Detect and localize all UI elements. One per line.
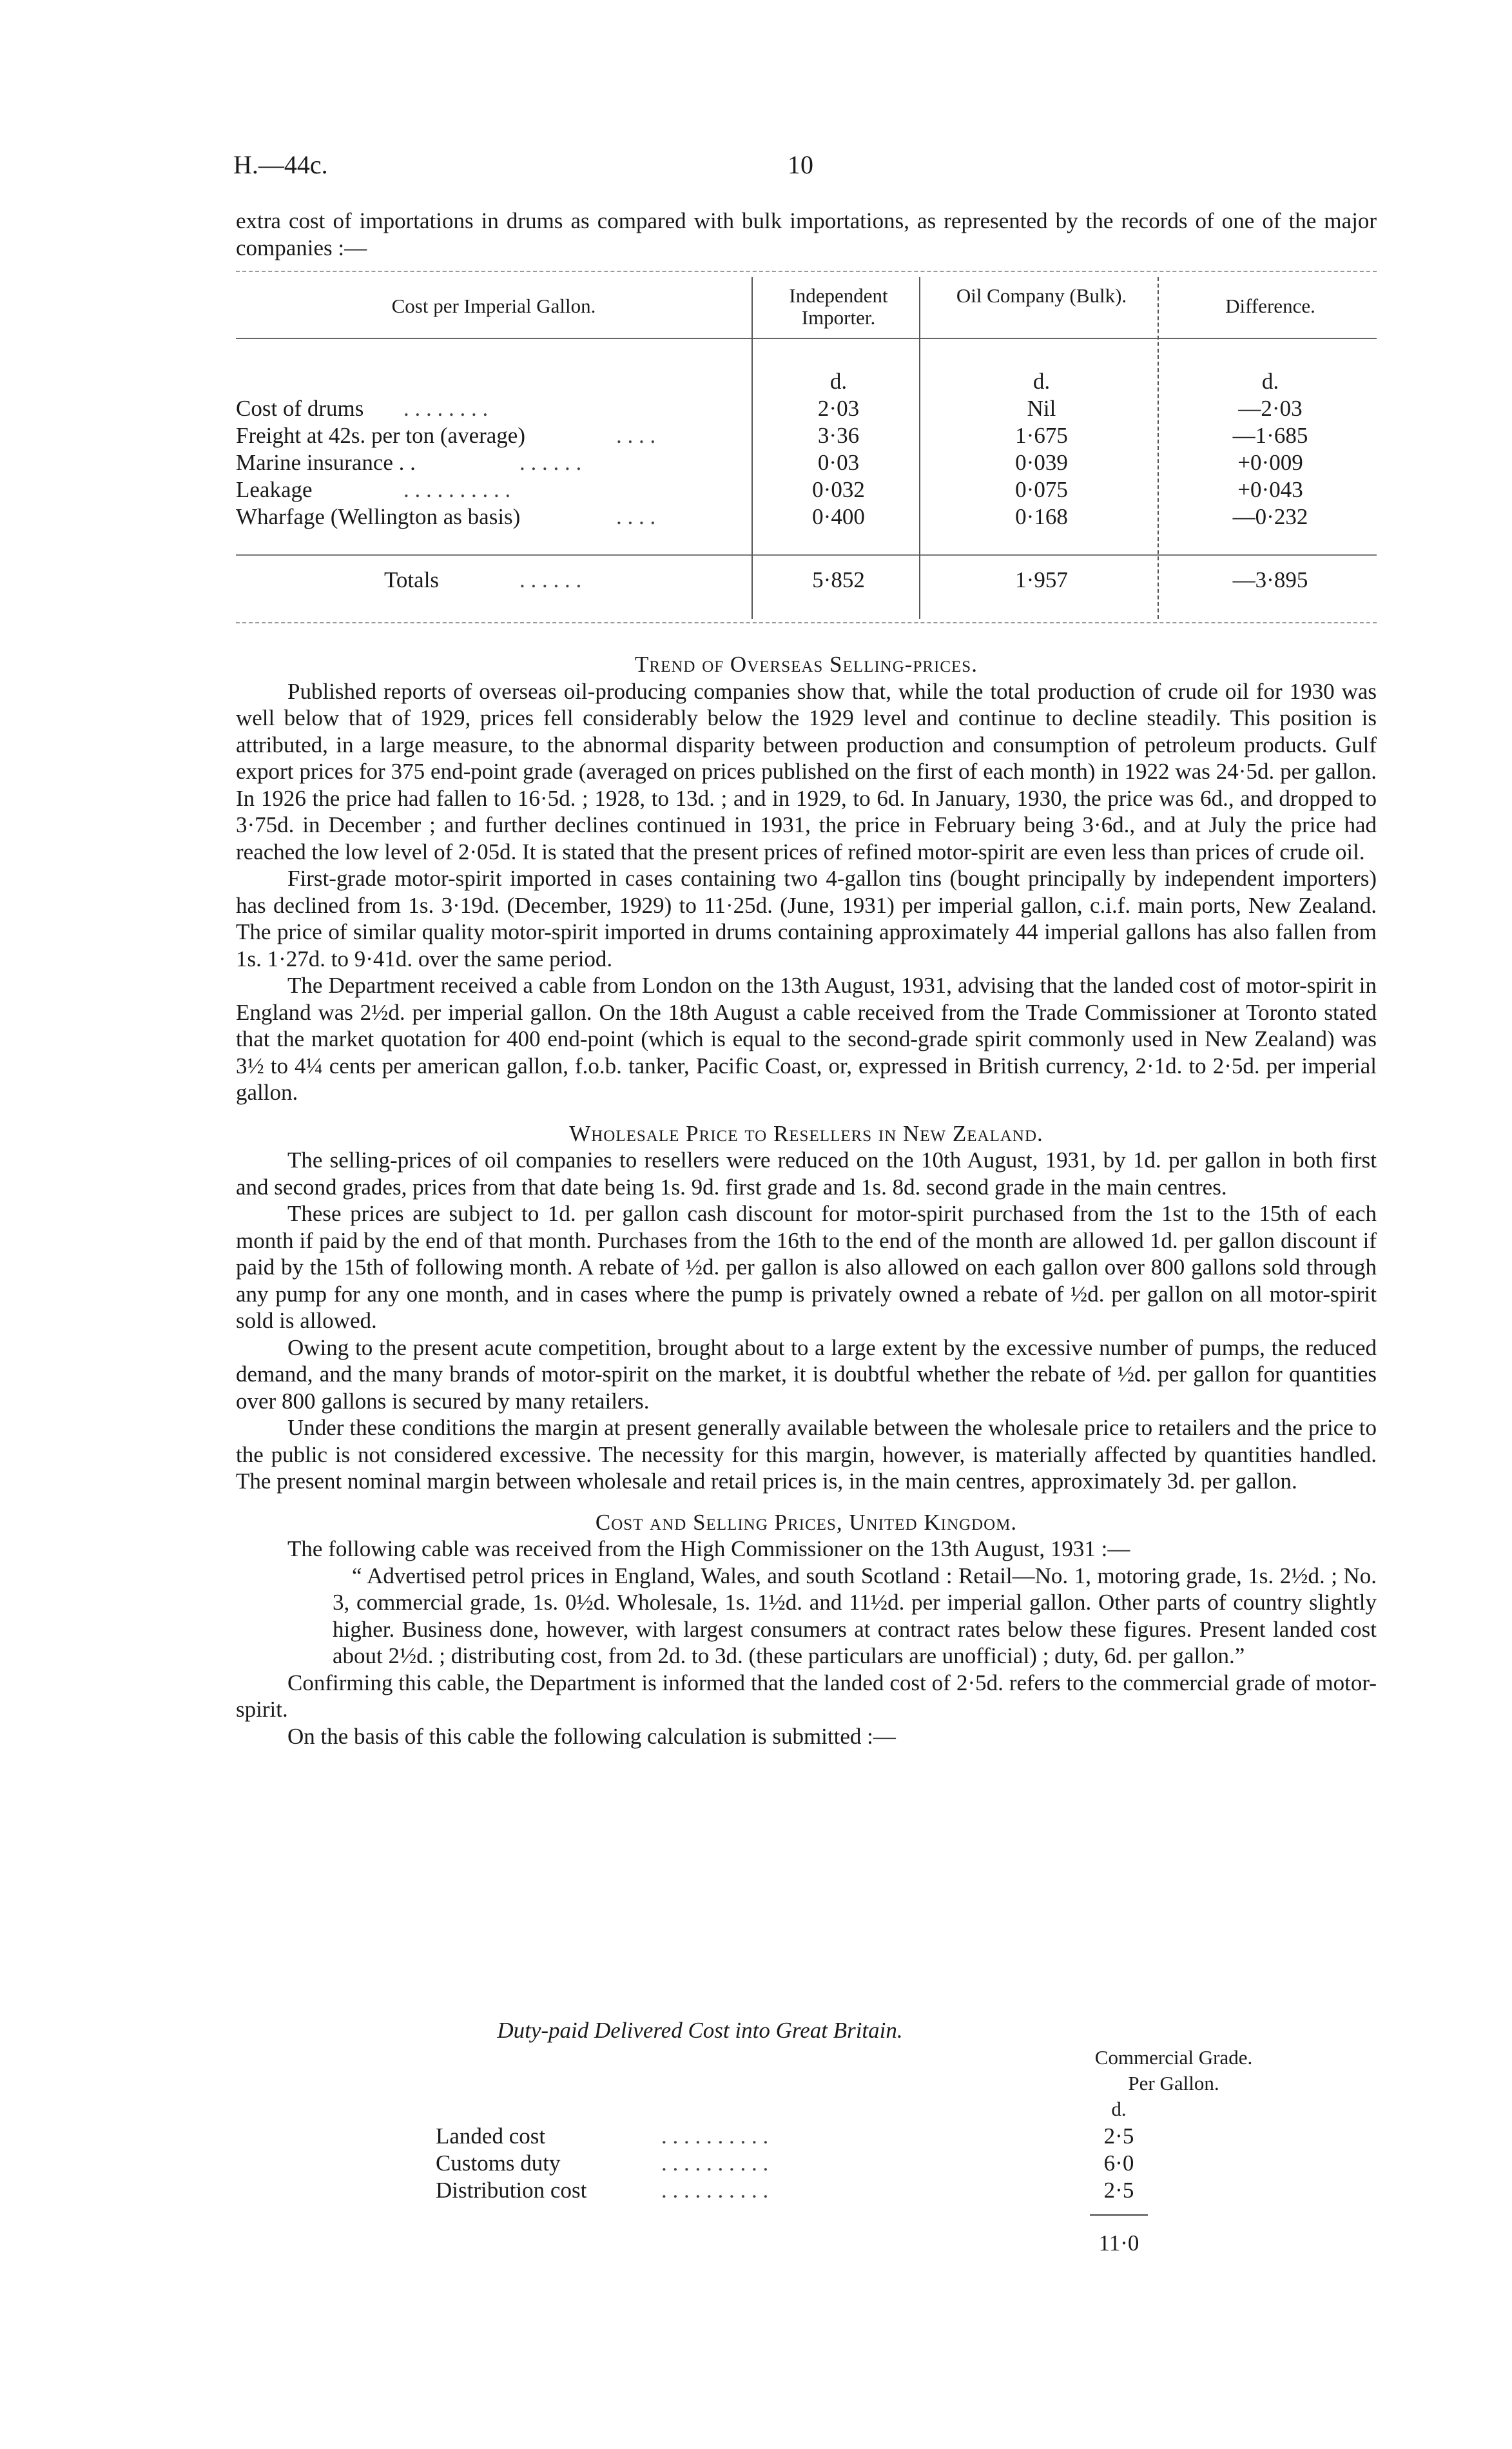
calc-sum-rule [1090,2214,1148,2216]
totals-leaders: . . . . . . [519,567,582,592]
page-header [233,150,1377,188]
paragraph: The Department received a cable from London on the 13th August, 1931, advising that the landed cost of motor-spirit in England was 2½d. per imperial gallon. On the 18th August a cable received from the Trade Commissioner at Toronto stated that the market quotation for 400 end-point (which is equal to the second-grade spirit commonly used in New Zealand) was 3½ to 4¼ cents per american gallon, f.o.b. tanker, Pacific Coast, or, expressed in British currency, 2·1d. to 2·5d. per imperial gallon. [236,973,1377,1105]
paragraph: On the basis of this cable the following calculation is submitted :— [287,1723,896,1749]
calc-row-label: Distribution cost [436,2178,587,2203]
calc-total: 11·0 [1098,2230,1139,2256]
calc-column-head-grade: Commercial Grade. [1094,2046,1253,2069]
independent-value: 2·03 [817,396,860,421]
calc-column-head-per-gallon: Per Gallon. [1128,2072,1219,2094]
table-top-rule [236,271,1377,272]
bulk-value: 0·168 [1015,504,1068,529]
table-totals-rule [236,554,1377,556]
bulk-value: 0·039 [1015,450,1068,475]
paragraph: Owing to the present acute competition, brought about to a large extent by the excessive number of pumps, the reduced demand, and the many brands of motor-spirit on the market, it is doubtful whether the rebate of ½d. per gallon for quantities over 800 gallons is secured by many retailers. [236,1334,1377,1414]
bulk-value: 0·075 [1015,477,1068,502]
section-heading-uk: Cost and Selling Prices, United Kingdom. [595,1509,1018,1535]
unit-bulk: d. [1032,369,1051,394]
calc-row-value: 2·5 [1103,2178,1134,2203]
column-header-cost: Cost per Imperial Gallon. [391,295,596,317]
unit-difference: d. [1261,369,1279,394]
difference-value: +0·009 [1237,450,1303,475]
calc-row-leaders: . . . . . . . . . . [661,2151,769,2176]
paragraph: The following cable was received from the High Commissioner on the 13th August, 1931 :— [287,1536,1130,1561]
bulk-value: Nil [1027,396,1056,421]
row-leaders: . . . . . . . . [403,396,489,421]
calc-row-label: Customs duty [436,2151,561,2176]
section-heading-wholesale: Wholesale Price to Resellers in New Zealand. [569,1120,1043,1146]
row-leaders: . . . . . . . . . . [403,477,511,502]
table-header-rule [236,338,1377,339]
main-text-block [236,651,1377,1750]
row-leaders: . . . . [616,504,656,529]
calc-unit: d. [1111,2098,1127,2120]
document-reference: H.—44c. [233,150,328,179]
duty-paid-cost-calculation [236,2018,1377,2276]
column-divider-3 [1158,277,1159,619]
total-bulk: 1·957 [1015,567,1068,592]
total-difference: —3·895 [1232,567,1308,592]
independent-value: 3·36 [817,423,860,448]
column-divider-2 [919,277,920,619]
difference-value: +0·043 [1237,477,1303,502]
row-label: Marine insurance . . [236,450,416,475]
paragraph: Confirming this cable, the Department is informed that the landed cost of 2·5d. refers to the commercial grade of motor-spirit. [236,1670,1377,1722]
independent-value: 0·400 [812,504,865,529]
total-independent: 5·852 [812,567,865,592]
paragraph: Under these conditions the margin at present generally available between the wholesale price to retailers and the price to the public is not considered excessive. The necessity for this margin, however, is materially affected by quantities handled. The present nominal margin between wholesale and retail prices is, in the main centres, approximately 3d. per gallon. [236,1415,1377,1494]
table-bottom-rule [236,622,1377,623]
calc-title: Duty-paid Delivered Cost into Great Britain. [497,2018,903,2043]
totals-label: Totals [384,567,440,592]
calc-row-leaders: . . . . . . . . . . [661,2123,769,2149]
row-label: Freight at 42s. per ton (average) [236,423,526,448]
paragraph: Published reports of overseas oil-producing companies show that, while the total production of crude oil for 1930 was well below that of 1929, prices fell considerably below the 1929 level and continue to decline steadily. This position is attributed, in a large measure, to the abnormal disparity between production and consumption of petroleum products. Gulf export prices for 375 end-point grade (averaged on prices published on the first of each month) in 1922 was 24·5d. per gallon. In 1926 the price had fallen to 16·5d. ; 1928, to 13d. ; and in 1929, to 6d. In January, 1930, the price was 6d., and dropped to 3·75d. in December ; and further declines continued in 1931, the price in February being 3·6d., and at July the price had reached the low level of 2·05d. It is stated that the present prices of refined motor-spirit are even less than prices of crude oil. [236,678,1377,864]
calc-row-leaders: . . . . . . . . . . [661,2178,769,2203]
paragraph: The selling-prices of oil companies to resellers were reduced on the 10th August, 1931, by 1d. per gallon in both first and second grades, prices from that date being 1s. 9d. first grade and 1s. 8d. second grade in the main centres. [236,1147,1377,1200]
unit-independent: d. [829,369,848,394]
cable-quotation: “ Advertised petrol prices in England, Wales, and south Scotland : Retail—No. 1, motoring grade, 1s. 2½d. ; No. 3, commercial grade, 1s. 0½d. Wholesale, 1s. 1½d. and 11½d. per imperial gallon. Other parts of country slightly higher. Business done, however, with largest consumers at contract rates below these figures. Present landed cost about 2½d. ; distributing cost, from 2d. to 3d. (these particulars are unofficial) ; duty, 6d. per gallon.” [333,1563,1377,1668]
intro-paragraph-block [236,208,1377,261]
difference-value: —1·685 [1232,423,1308,448]
column-header-bulk: Oil Company (Bulk). [956,284,1127,307]
paragraph: First-grade motor-spirit imported in cases containing two 4-gallon tins (bought principally by independent importers) has declined from 1s. 3·19d. (December, 1929) to 11·25d. (June, 1931) per imperial gallon, c.i.f. main ports, New Zealand. The price of similar quality motor-spirit imported in drums containing approximately 44 imperial gallons has also fallen from 1s. 1·27d. to 9·41d. over the same period. [236,866,1377,971]
calc-row-value: 2·5 [1103,2123,1134,2149]
row-label: Cost of drums [236,396,364,421]
independent-value: 0·032 [812,477,865,502]
calc-row-label: Landed cost [436,2123,546,2149]
calc-row-value: 6·0 [1103,2151,1134,2176]
column-divider-1 [751,277,753,619]
difference-value: —2·03 [1238,396,1303,421]
independent-value: 0·03 [817,450,860,475]
intro-text: extra cost of importations in drums as compared with bulk importations, as represented by the records of one of the major companies :— [236,208,1377,260]
column-header-independent: Independent Importer. [789,284,888,329]
paragraph: These prices are subject to 1d. per gallon cash discount for motor-spirit purchased from the 1st to the 15th of each month if paid by the end of that month. Purchases from the 16th to the end of the month are allowed 1d. per gallon discount if paid by the 15th of following month. A rebate of ½d. per gallon is also allowed on each gallon over 800 gallons sold through any pump for any one month, and in cases where the pump is privately owned a rebate of ½d. per gallon on all motor-spirit sold is allowed. [236,1201,1377,1333]
page-number: 10 [788,150,813,179]
row-leaders: . . . . [616,423,656,448]
section-heading-trend: Trend of Overseas Selling-prices. [635,652,978,677]
difference-value: —0·232 [1232,504,1308,529]
row-leaders: . . . . . . [519,450,582,475]
bulk-value: 1·675 [1015,423,1068,448]
row-label: Wharfage (Wellington as basis) [236,504,521,529]
column-header-difference: Difference. [1225,295,1315,317]
row-label: Leakage [236,477,313,502]
cost-comparison-table [236,271,1377,632]
